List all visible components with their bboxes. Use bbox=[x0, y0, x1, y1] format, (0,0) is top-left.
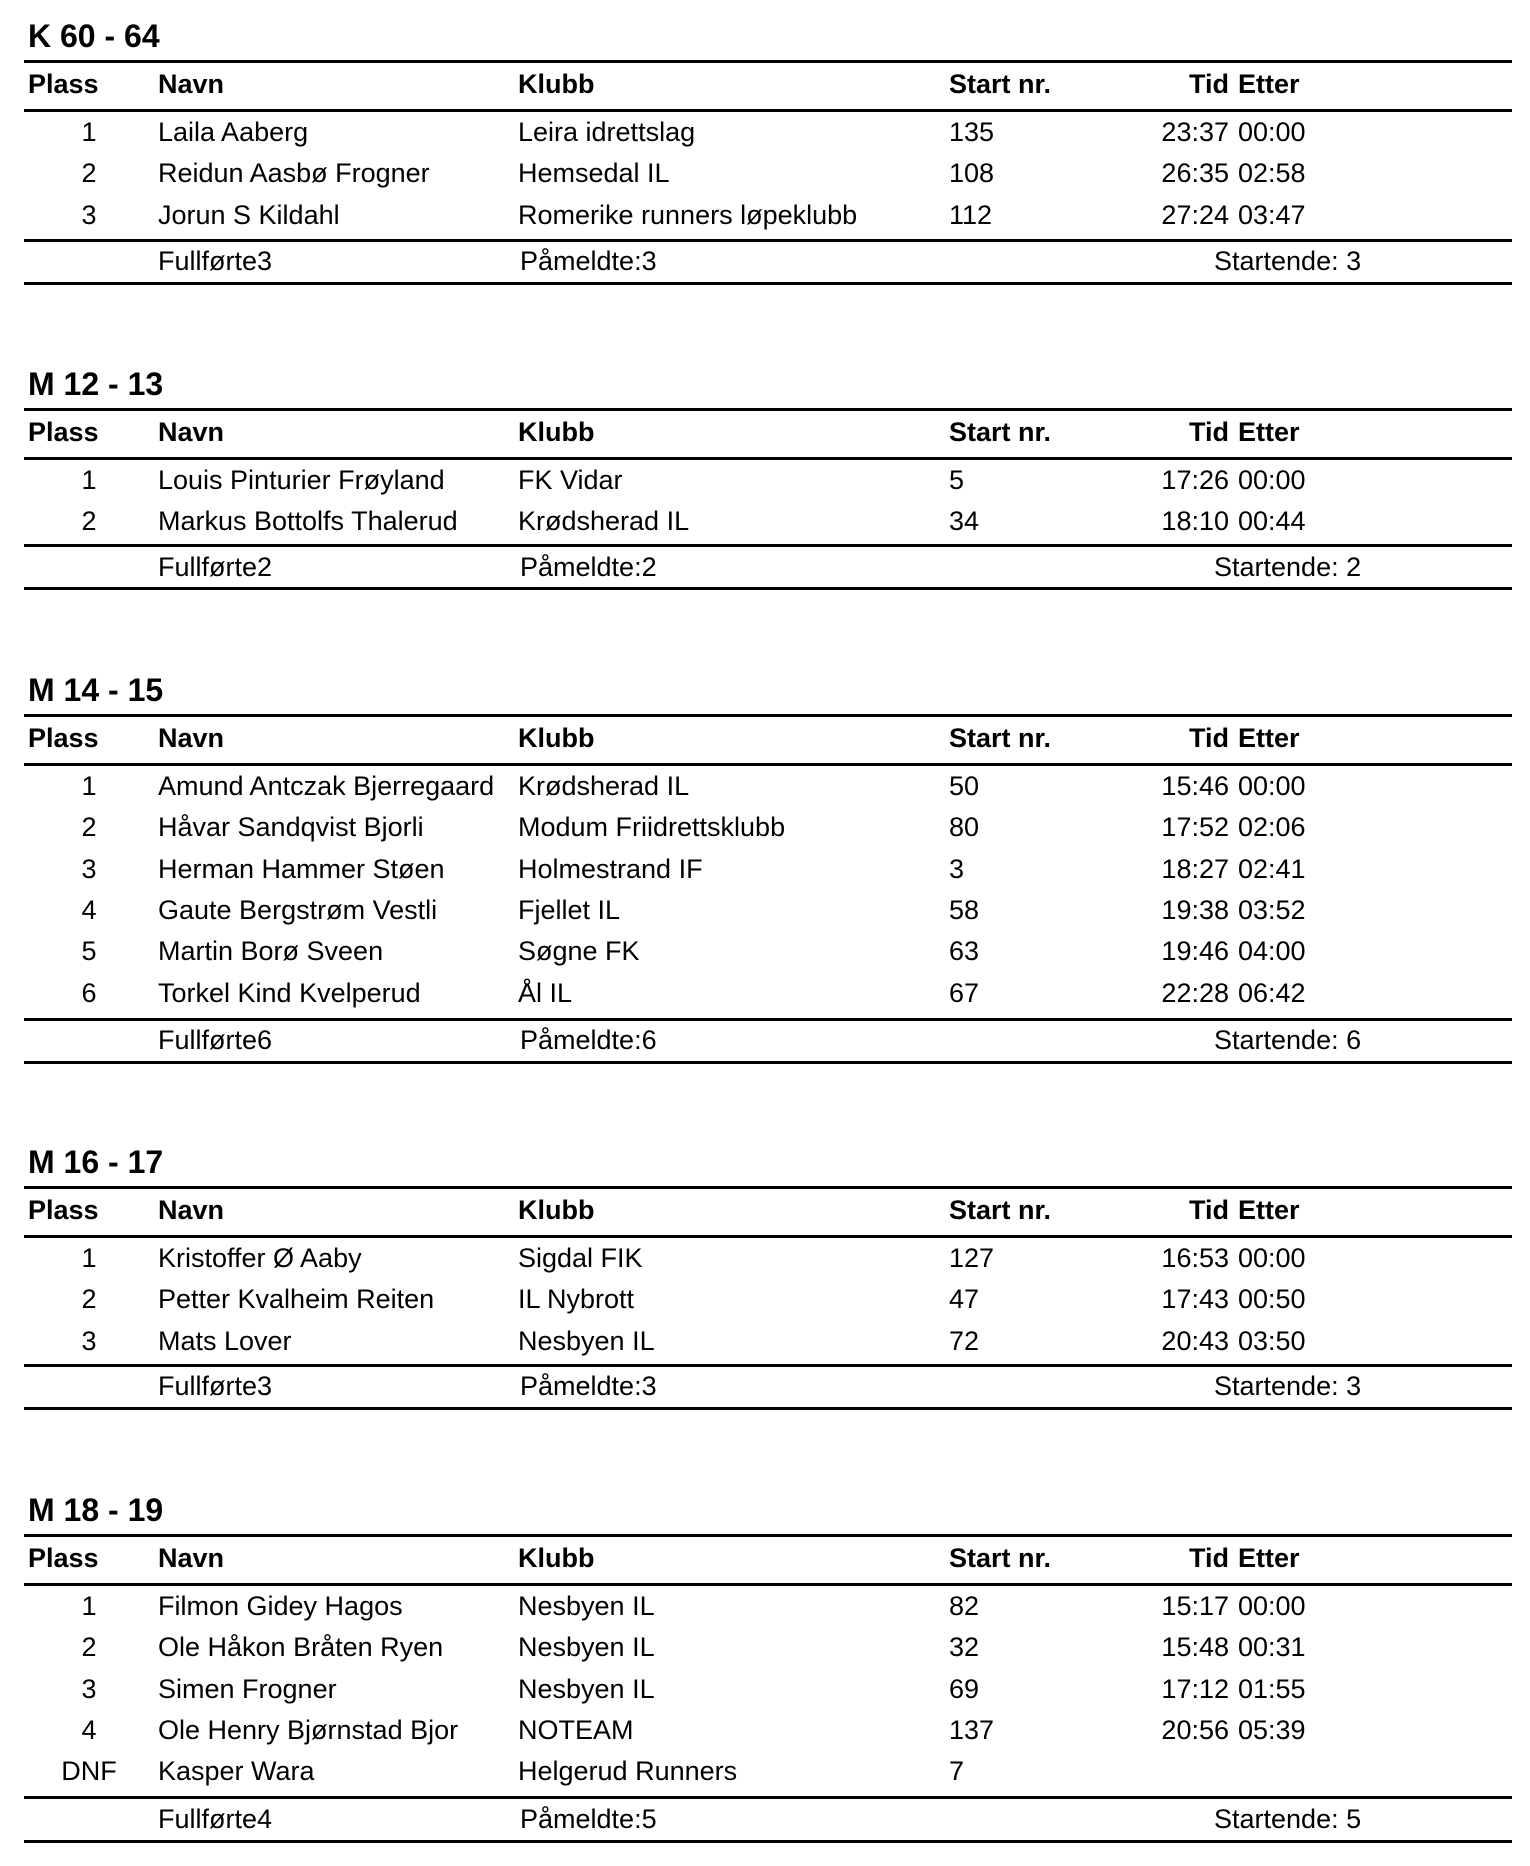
fullforte-count: Fullførte4 bbox=[158, 1804, 273, 1834]
section-title: M 12 - 13 bbox=[28, 366, 164, 402]
plass-value: 2 bbox=[81, 506, 97, 536]
start-nr-value: 127 bbox=[949, 1243, 995, 1273]
col-header-tid: Tid bbox=[1189, 723, 1229, 753]
etter-value: 03:47 bbox=[1238, 200, 1306, 230]
section-title: M 16 - 17 bbox=[28, 1144, 164, 1180]
tid-value: 26:35 bbox=[1161, 158, 1229, 188]
result-row bbox=[24, 973, 1512, 1013]
pameldte-count: Påmeldte:5 bbox=[520, 1804, 657, 1834]
navn-value: Simen Frogner bbox=[158, 1674, 337, 1704]
plass-value: 4 bbox=[81, 1715, 97, 1745]
startende-count: Startende: 3 bbox=[1214, 1371, 1362, 1401]
col-header-klubb: Klubb bbox=[518, 69, 595, 99]
plass-value: 2 bbox=[81, 158, 97, 188]
navn-value: Laila Aaberg bbox=[158, 117, 309, 147]
klubb-value: Nesbyen IL bbox=[518, 1674, 655, 1704]
column-header-row bbox=[24, 412, 1512, 452]
etter-value: 00:00 bbox=[1238, 771, 1306, 801]
start-nr-value: 58 bbox=[949, 895, 980, 925]
navn-value: Herman Hammer Støen bbox=[158, 854, 445, 884]
plass-value: 1 bbox=[81, 1591, 97, 1621]
etter-value: 00:00 bbox=[1238, 1591, 1306, 1621]
start-nr-value: 47 bbox=[949, 1284, 980, 1314]
start-nr-value: 135 bbox=[949, 117, 995, 147]
klubb-value: Helgerud Runners bbox=[518, 1756, 738, 1786]
column-header-row bbox=[24, 1538, 1512, 1578]
header-top-rule bbox=[24, 60, 1512, 63]
plass-value: 1 bbox=[81, 117, 97, 147]
klubb-value: Romerike runners løpeklubb bbox=[518, 200, 858, 230]
navn-value: Amund Antczak Bjerregaard bbox=[158, 771, 495, 801]
footer-bottom-rule bbox=[24, 1407, 1512, 1410]
tid-value: 15:48 bbox=[1161, 1632, 1229, 1662]
plass-value: 4 bbox=[81, 895, 97, 925]
etter-value: 06:42 bbox=[1238, 978, 1306, 1008]
navn-value: Louis Pinturier Frøyland bbox=[158, 465, 445, 495]
result-row bbox=[24, 1710, 1512, 1750]
col-header-navn: Navn bbox=[158, 1543, 225, 1573]
col-header-start-nr: Start nr. bbox=[949, 1543, 1052, 1573]
result-row bbox=[24, 1279, 1512, 1319]
start-nr-value: 82 bbox=[949, 1591, 980, 1621]
etter-value: 01:55 bbox=[1238, 1674, 1306, 1704]
klubb-value: Krødsherad IL bbox=[518, 771, 690, 801]
plass-value: 2 bbox=[81, 1632, 97, 1662]
header-top-rule bbox=[24, 408, 1512, 411]
navn-value: Petter Kvalheim Reiten bbox=[158, 1284, 435, 1314]
col-header-navn: Navn bbox=[158, 417, 225, 447]
start-nr-value: 50 bbox=[949, 771, 980, 801]
pameldte-count: Påmeldte:3 bbox=[520, 246, 657, 276]
klubb-value: Fjellet IL bbox=[518, 895, 621, 925]
navn-value: Markus Bottolfs Thalerud bbox=[158, 506, 458, 536]
start-nr-value: 7 bbox=[949, 1756, 965, 1786]
col-header-navn: Navn bbox=[158, 723, 225, 753]
klubb-value: Leira idrettslag bbox=[518, 117, 696, 147]
navn-value: Kristoffer Ø Aaby bbox=[158, 1243, 362, 1273]
result-row bbox=[24, 1586, 1512, 1626]
etter-value: 03:50 bbox=[1238, 1326, 1306, 1356]
col-header-plass: Plass bbox=[28, 723, 99, 753]
start-nr-value: 34 bbox=[949, 506, 980, 536]
col-header-etter: Etter bbox=[1238, 1195, 1300, 1225]
pameldte-count: Påmeldte:2 bbox=[520, 552, 657, 582]
result-row bbox=[24, 1238, 1512, 1278]
result-row bbox=[24, 460, 1512, 500]
result-row bbox=[24, 153, 1512, 193]
col-header-plass: Plass bbox=[28, 69, 99, 99]
col-header-navn: Navn bbox=[158, 69, 225, 99]
tid-value: 20:56 bbox=[1161, 1715, 1229, 1745]
navn-value: Gaute Bergstrøm Vestli bbox=[158, 895, 438, 925]
startende-count: Startende: 5 bbox=[1214, 1804, 1362, 1834]
col-header-tid: Tid bbox=[1189, 69, 1229, 99]
tid-value: 17:26 bbox=[1161, 465, 1229, 495]
navn-value: Håvar Sandqvist Bjorli bbox=[158, 812, 424, 842]
footer-bottom-rule bbox=[24, 282, 1512, 285]
summary-row bbox=[24, 1366, 1512, 1406]
col-header-plass: Plass bbox=[28, 417, 99, 447]
result-row bbox=[24, 931, 1512, 971]
etter-value: 00:31 bbox=[1238, 1632, 1306, 1662]
etter-value: 00:00 bbox=[1238, 117, 1306, 147]
summary-row bbox=[24, 241, 1512, 281]
klubb-value: Nesbyen IL bbox=[518, 1632, 655, 1662]
startende-count: Startende: 3 bbox=[1214, 246, 1362, 276]
tid-value: 15:46 bbox=[1161, 771, 1229, 801]
col-header-tid: Tid bbox=[1189, 1195, 1229, 1225]
start-nr-value: 5 bbox=[949, 465, 965, 495]
etter-value: 05:39 bbox=[1238, 1715, 1306, 1745]
tid-value: 17:43 bbox=[1161, 1284, 1229, 1314]
navn-value: Jorun S Kildahl bbox=[158, 200, 340, 230]
navn-value: Mats Lover bbox=[158, 1326, 292, 1356]
result-row bbox=[24, 501, 1512, 541]
plass-value: 1 bbox=[81, 771, 97, 801]
klubb-value: Modum Friidrettsklubb bbox=[518, 812, 786, 842]
klubb-value: Nesbyen IL bbox=[518, 1591, 655, 1621]
start-nr-value: 72 bbox=[949, 1326, 980, 1356]
footer-bottom-rule bbox=[24, 587, 1512, 590]
col-header-start-nr: Start nr. bbox=[949, 723, 1052, 753]
start-nr-value: 3 bbox=[949, 854, 965, 884]
col-header-etter: Etter bbox=[1238, 1543, 1300, 1573]
tid-value: 19:46 bbox=[1161, 936, 1229, 966]
summary-row bbox=[24, 547, 1512, 587]
plass-value: 2 bbox=[81, 812, 97, 842]
plass-value: 2 bbox=[81, 1284, 97, 1314]
klubb-value: Holmestrand IF bbox=[518, 854, 703, 884]
header-top-rule bbox=[24, 1534, 1512, 1537]
klubb-value: Hemsedal IL bbox=[518, 158, 670, 188]
result-row bbox=[24, 890, 1512, 930]
plass-value: 5 bbox=[81, 936, 97, 966]
tid-value: 17:52 bbox=[1161, 812, 1229, 842]
col-header-plass: Plass bbox=[28, 1543, 99, 1573]
header-top-rule bbox=[24, 1186, 1512, 1189]
etter-value: 02:58 bbox=[1238, 158, 1306, 188]
result-row bbox=[24, 112, 1512, 152]
col-header-klubb: Klubb bbox=[518, 1543, 595, 1573]
plass-value: 3 bbox=[81, 200, 97, 230]
start-nr-value: 67 bbox=[949, 978, 980, 1008]
etter-value: 00:00 bbox=[1238, 465, 1306, 495]
plass-value: 3 bbox=[81, 1326, 97, 1356]
klubb-value: Sigdal FIK bbox=[518, 1243, 643, 1273]
start-nr-value: 63 bbox=[949, 936, 980, 966]
col-header-navn: Navn bbox=[158, 1195, 225, 1225]
fullforte-count: Fullførte3 bbox=[158, 246, 273, 276]
start-nr-value: 112 bbox=[949, 200, 993, 230]
result-row bbox=[24, 195, 1512, 235]
klubb-value: Nesbyen IL bbox=[518, 1326, 655, 1356]
summary-row bbox=[24, 1020, 1512, 1060]
section-title: M 18 - 19 bbox=[28, 1492, 164, 1528]
tid-value: 18:27 bbox=[1161, 854, 1229, 884]
startende-count: Startende: 6 bbox=[1214, 1025, 1362, 1055]
tid-value: 23:37 bbox=[1161, 117, 1229, 147]
tid-value: 15:17 bbox=[1161, 1591, 1229, 1621]
start-nr-value: 137 bbox=[949, 1715, 995, 1745]
col-header-start-nr: Start nr. bbox=[949, 69, 1052, 99]
plass-value: 3 bbox=[81, 1674, 97, 1704]
column-header-row bbox=[24, 1190, 1512, 1230]
summary-row bbox=[24, 1799, 1512, 1839]
section-title: K 60 - 64 bbox=[28, 18, 160, 54]
pameldte-count: Påmeldte:6 bbox=[520, 1025, 657, 1055]
col-header-etter: Etter bbox=[1238, 723, 1300, 753]
result-row bbox=[24, 849, 1512, 889]
etter-value: 02:41 bbox=[1238, 854, 1306, 884]
header-top-rule bbox=[24, 714, 1512, 717]
startende-count: Startende: 2 bbox=[1214, 552, 1362, 582]
navn-value: Filmon Gidey Hagos bbox=[158, 1591, 403, 1621]
tid-value: 18:10 bbox=[1161, 506, 1229, 536]
start-nr-value: 32 bbox=[949, 1632, 980, 1662]
navn-value: Ole Håkon Bråten Ryen bbox=[158, 1632, 444, 1662]
klubb-value: IL Nybrott bbox=[518, 1284, 635, 1314]
klubb-value: Søgne FK bbox=[518, 936, 640, 966]
start-nr-value: 80 bbox=[949, 812, 980, 842]
result-row bbox=[24, 766, 1512, 806]
klubb-value: FK Vidar bbox=[518, 465, 623, 495]
result-row bbox=[24, 1751, 1512, 1791]
col-header-start-nr: Start nr. bbox=[949, 417, 1052, 447]
etter-value: 02:06 bbox=[1238, 812, 1306, 842]
col-header-klubb: Klubb bbox=[518, 723, 595, 753]
tid-value: 22:28 bbox=[1161, 978, 1229, 1008]
col-header-klubb: Klubb bbox=[518, 417, 595, 447]
klubb-value: NOTEAM bbox=[518, 1715, 634, 1745]
section-title: M 14 - 15 bbox=[28, 672, 164, 708]
navn-value: Ole Henry Bjørnstad Bjor bbox=[158, 1715, 459, 1745]
start-nr-value: 69 bbox=[949, 1674, 980, 1704]
plass-value: 1 bbox=[81, 1243, 97, 1273]
etter-value: 03:52 bbox=[1238, 895, 1306, 925]
pameldte-count: Påmeldte:3 bbox=[520, 1371, 657, 1401]
plass-value: DNF bbox=[61, 1756, 117, 1786]
fullforte-count: Fullførte6 bbox=[158, 1025, 273, 1055]
tid-value: 27:24 bbox=[1161, 200, 1229, 230]
etter-value: 00:44 bbox=[1238, 506, 1306, 536]
col-header-klubb: Klubb bbox=[518, 1195, 595, 1225]
col-header-start-nr: Start nr. bbox=[949, 1195, 1052, 1225]
fullforte-count: Fullførte2 bbox=[158, 552, 273, 582]
tid-value: 19:38 bbox=[1161, 895, 1229, 925]
column-header-row bbox=[24, 718, 1512, 758]
col-header-plass: Plass bbox=[28, 1195, 99, 1225]
start-nr-value: 108 bbox=[949, 158, 995, 188]
column-header-row bbox=[24, 64, 1512, 104]
klubb-value: Krødsherad IL bbox=[518, 506, 690, 536]
result-row bbox=[24, 1321, 1512, 1361]
etter-value: 00:50 bbox=[1238, 1284, 1306, 1314]
col-header-etter: Etter bbox=[1238, 69, 1300, 99]
col-header-tid: Tid bbox=[1189, 417, 1229, 447]
etter-value: 00:00 bbox=[1238, 1243, 1306, 1273]
plass-value: 1 bbox=[81, 465, 97, 495]
navn-value: Kasper Wara bbox=[158, 1756, 315, 1786]
result-row bbox=[24, 807, 1512, 847]
plass-value: 3 bbox=[81, 854, 97, 884]
result-row bbox=[24, 1669, 1512, 1709]
tid-value: 17:12 bbox=[1161, 1674, 1229, 1704]
klubb-value: Ål IL bbox=[518, 978, 573, 1008]
navn-value: Reidun Aasbø Frogner bbox=[158, 158, 430, 188]
col-header-etter: Etter bbox=[1238, 417, 1300, 447]
col-header-tid: Tid bbox=[1189, 1543, 1229, 1573]
footer-bottom-rule bbox=[24, 1840, 1512, 1843]
tid-value: 16:53 bbox=[1161, 1243, 1229, 1273]
result-row bbox=[24, 1627, 1512, 1667]
fullforte-count: Fullførte3 bbox=[158, 1371, 273, 1401]
tid-value: 20:43 bbox=[1161, 1326, 1229, 1356]
navn-value: Martin Borø Sveen bbox=[158, 936, 384, 966]
footer-bottom-rule bbox=[24, 1061, 1512, 1064]
etter-value: 04:00 bbox=[1238, 936, 1306, 966]
plass-value: 6 bbox=[81, 978, 97, 1008]
navn-value: Torkel Kind Kvelperud bbox=[158, 978, 421, 1008]
